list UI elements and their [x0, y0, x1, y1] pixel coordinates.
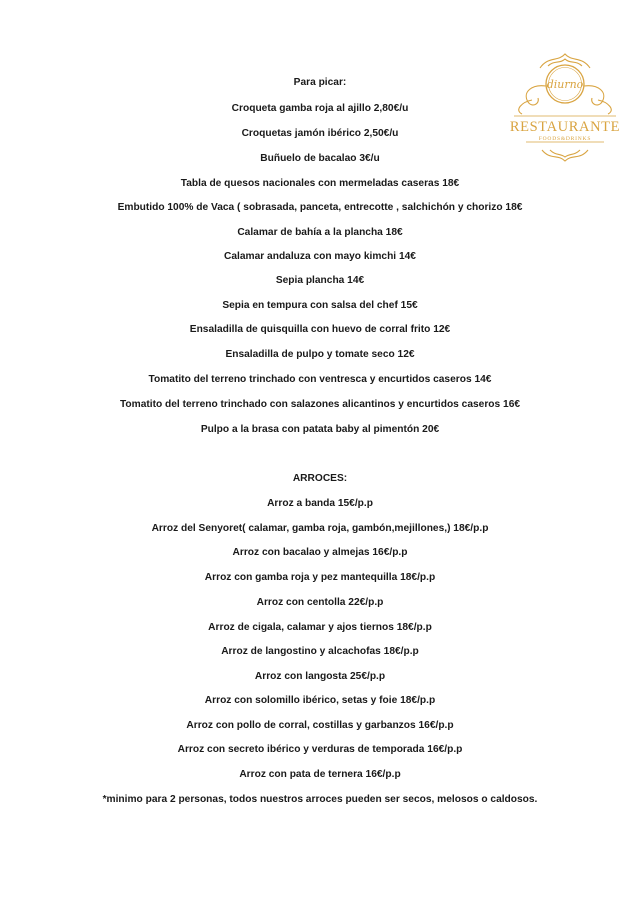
menu-item: Arroz con centolla 22€/p.p — [256, 597, 384, 608]
section-heading-para-picar: Para picar: — [293, 77, 347, 88]
menu-item: Arroz del Senyoret( calamar, gamba roja, gambón,mejillones,) 18€/p.p — [151, 523, 489, 534]
logo-scroll-right — [584, 86, 604, 105]
menu-item: Arroz de langostino y alcachofas 18€/p.p — [221, 646, 419, 657]
menu-item: Buñuelo de bacalao 3€/u — [260, 153, 380, 164]
logo-script-word: diurno — [546, 78, 584, 91]
menu-item: Calamar de bahía a la plancha 18€ — [237, 227, 403, 238]
menu-item: Arroz a banda 15€/p.p — [267, 498, 373, 509]
menu-item: Croquetas jamón ibérico 2,50€/u — [241, 128, 399, 139]
logo-scroll-left — [526, 86, 546, 105]
menu-item: Tomatito del terreno trinchado con ventresca y encurtidos caseros 14€ — [148, 374, 492, 385]
menu-item: Embutido 100% de Vaca ( sobrasada, panceta, entrecotte , salchichón y chorizo 18€ — [117, 202, 523, 213]
menu-item: Arroz de cigala, calamar y ajos tiernos 18€/p.p — [208, 622, 432, 633]
menu-item: Croqueta gamba roja al ajillo 2,80€/u — [231, 103, 409, 114]
menu-item: Arroz con gamba roja y pez mantequilla 18€/p.p — [204, 572, 436, 583]
menu-item: Calamar andaluza con mayo kimchi 14€ — [224, 251, 416, 262]
menu-item: Pulpo a la brasa con patata baby al pimentón 20€ — [200, 424, 440, 435]
section-heading-arroces: ARROCES: — [292, 473, 348, 484]
arroces-note: *minimo para 2 personas, todos nuestros arroces pueden ser secos, melosos o caldosos. — [102, 794, 538, 805]
menu-item: Arroz con secreto ibérico y verduras de temporada 16€/p.p — [177, 744, 463, 755]
restaurant-logo — [502, 50, 628, 164]
menu-item: Arroz con pollo de corral, costillas y garbanzos 16€/p.p — [186, 720, 454, 731]
logo-flourish-top — [540, 54, 590, 68]
logo-tagline: FOODS&DRINKS — [538, 136, 592, 142]
menu-item: Arroz con pata de ternera 16€/p.p — [239, 769, 401, 780]
menu-item: Arroz con solomillo ibérico, setas y foie 18€/p.p — [204, 695, 436, 706]
logo-name: RESTAURANTE — [509, 119, 621, 135]
logo-flourish-bottom — [542, 150, 588, 161]
menu-item: Arroz con bacalao y almejas 16€/p.p — [232, 547, 408, 558]
menu-item: Sepia plancha 14€ — [275, 275, 365, 286]
menu-item: Arroz con langosta 25€/p.p — [254, 671, 386, 682]
menu-item: Tomatito del terreno trinchado con salazones alicantinos y encurtidos caseros 16€ — [119, 399, 521, 410]
menu-item: Ensaladilla de pulpo y tomate seco 12€ — [225, 349, 415, 360]
menu-item: Sepia en tempura con salsa del chef 15€ — [222, 300, 418, 311]
menu-item: Tabla de quesos nacionales con mermeladas caseras 18€ — [180, 178, 460, 189]
menu-item: Ensaladilla de quisquilla con huevo de corral frito 12€ — [189, 324, 451, 335]
